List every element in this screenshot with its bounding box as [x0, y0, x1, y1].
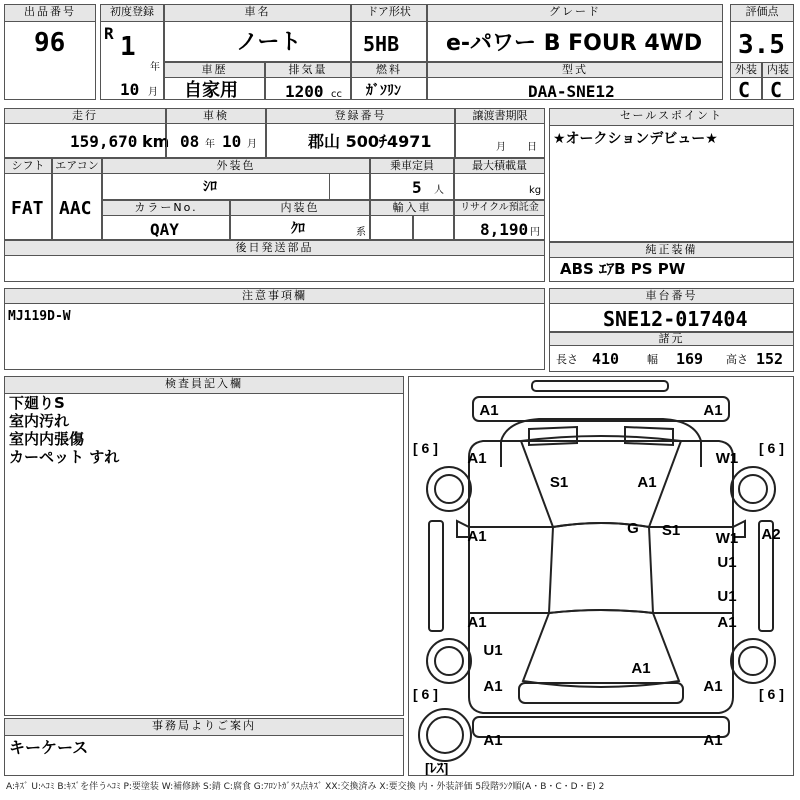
- equipment-text: ABS ｴｱB PS PW: [560, 260, 686, 278]
- inspector-line: 室内汚れ: [9, 412, 70, 430]
- length-label: 長さ: [556, 353, 578, 366]
- exterior-label: 外装: [730, 62, 762, 78]
- displacement: 1200: [285, 82, 324, 101]
- fuel: ｶﾞｿﾘﾝ: [366, 83, 401, 99]
- kg-unit: kg: [529, 185, 542, 196]
- sales-point-text: ★オークションデビュー★: [553, 131, 718, 147]
- cc-unit: cc: [331, 89, 342, 100]
- damage-mark: U1: [717, 588, 737, 605]
- mileage: 159,670: [70, 132, 138, 151]
- ext-color: ｼﾛ: [203, 179, 217, 195]
- inspector-line: 下廻りS: [9, 394, 65, 412]
- first-reg-month: 10: [120, 80, 140, 99]
- month-unit: 月: [148, 87, 158, 98]
- int-color-label: 内装色: [230, 200, 370, 216]
- lot-no-label: 出品番号: [4, 4, 96, 22]
- history-label: 車歴: [164, 62, 265, 78]
- rating-label: 評価点: [730, 4, 794, 22]
- height: 152: [756, 350, 784, 368]
- lot-number: 96: [34, 28, 66, 58]
- inspector-line: 室内内張傷: [9, 430, 85, 448]
- damage-mark: A1: [467, 528, 487, 545]
- inspection-label: 車検: [166, 108, 266, 124]
- rating-score: 3.5: [738, 30, 785, 60]
- ext-color-label: 外装色: [102, 158, 370, 174]
- spare-tire-label: [ﾚｽ]: [425, 760, 449, 775]
- grade-label: グレード: [427, 4, 723, 22]
- recycle-label: リサイクル預託金: [454, 200, 545, 216]
- first-reg-year: 1: [120, 32, 136, 62]
- damage-mark: A1: [467, 450, 487, 467]
- model-code: DAA-SNE12: [528, 82, 615, 101]
- year-unit: 年: [150, 62, 160, 73]
- damage-mark: A1: [631, 660, 651, 677]
- width-label: 幅: [647, 353, 658, 366]
- inspector-line: カーペット すれ: [9, 448, 120, 466]
- color-no-label: カラーNo.: [102, 200, 230, 216]
- damage-mark: W1: [715, 530, 739, 547]
- damage-mark: U1: [717, 554, 737, 571]
- import-divider: [412, 215, 414, 240]
- damage-mark: S1: [661, 522, 681, 539]
- later-parts-label: 後日発送部品: [4, 240, 545, 256]
- damage-mark: A1: [703, 678, 723, 695]
- damage-mark: A1: [703, 402, 723, 419]
- max-load-label: 最大積載量: [454, 158, 545, 174]
- insp-year-unit: 年: [205, 139, 215, 150]
- capacity: 5: [412, 178, 422, 197]
- transfer-day-unit: 日: [527, 142, 537, 153]
- damage-mark: A1: [483, 732, 503, 749]
- office-text: キーケース: [9, 738, 89, 757]
- width: 169: [676, 350, 704, 368]
- grade: e-パワー B FOUR 4WD: [446, 31, 703, 56]
- notes-label: 注意事項欄: [4, 288, 545, 304]
- tire-tread-rr: [ 6 ]: [759, 686, 784, 702]
- chassis-label: 車台番号: [549, 288, 794, 304]
- int-color-unit: 系: [356, 227, 366, 238]
- damage-mark: A1: [717, 614, 737, 631]
- door-label: ドア形状: [351, 4, 427, 22]
- damage-mark: G: [627, 520, 639, 537]
- plate-label: 登録番号: [266, 108, 455, 124]
- fuel-label: 燃料: [351, 62, 427, 78]
- equipment-label: 純正装備: [549, 242, 794, 258]
- damage-mark: A1: [637, 474, 657, 491]
- inspection-month: 10: [222, 132, 242, 151]
- int-color: ｸﾛ: [291, 221, 305, 237]
- km-unit: km: [142, 132, 170, 151]
- import-label: 輸入車: [370, 200, 454, 216]
- model-label: 型式: [427, 62, 723, 78]
- sales-point-cell: [549, 108, 794, 242]
- color-no: QAY: [150, 220, 179, 239]
- sales-point-label: セールスポイント: [549, 108, 794, 126]
- capacity-unit: 人: [434, 185, 444, 196]
- shift: FAT: [11, 198, 44, 219]
- damage-mark: A1: [479, 402, 499, 419]
- damage-diagram: [408, 376, 794, 776]
- shift-label: シフト: [4, 158, 52, 174]
- inspection-year: 08: [180, 132, 200, 151]
- damage-mark: A1: [703, 732, 723, 749]
- damage-mark: U1: [483, 642, 503, 659]
- ext-color-divider: [329, 173, 370, 200]
- ac-label: エアコン: [52, 158, 102, 174]
- length: 410: [592, 350, 620, 368]
- exterior-grade: C: [738, 78, 751, 102]
- history: 自家用: [184, 80, 238, 101]
- era: R: [104, 24, 114, 43]
- damage-mark: W1: [715, 450, 739, 467]
- door-type: 5HB: [363, 32, 400, 56]
- capacity-label: 乗車定員: [370, 158, 454, 174]
- recycle-unit: 円: [530, 227, 540, 238]
- damage-mark: A2: [761, 526, 781, 543]
- dims-label: 諸元: [549, 332, 794, 346]
- tire-tread-fl: [ 6 ]: [413, 440, 438, 456]
- legend: A:ｷｽﾞ U:ﾍｺﾐ B:ｷｽﾞを伴うﾍｺﾐ P:要塗装 W:補修跡 S:錆 C:腐食 G:ﾌﾛﾝﾄｶﾞﾗｽ点ｷｽﾞ XX:交換済み X:要交換 内・外装評価 5段階ﾗﾝｸ順(A・B・C・D・E) 2: [6, 782, 605, 792]
- car-name-label: 車名: [164, 4, 351, 22]
- height-label: 高さ: [726, 353, 748, 366]
- office-label: 事務局よりご案内: [4, 718, 404, 736]
- car-name: ノート: [236, 30, 302, 55]
- interior-label: 内装: [762, 62, 794, 78]
- damage-mark: A1: [467, 614, 487, 631]
- chassis-number: SNE12-017404: [603, 307, 748, 331]
- notes-text: MJ119D-W: [8, 309, 71, 324]
- displacement-label: 排気量: [265, 62, 351, 78]
- mileage-label: 走行: [4, 108, 166, 124]
- damage-mark: S1: [549, 474, 569, 491]
- inspector-label: 検査員記入欄: [4, 376, 404, 394]
- transfer-month-unit: 月: [496, 142, 506, 153]
- recycle-fee: 8,190: [480, 220, 529, 239]
- tire-tread-fr: [ 6 ]: [759, 440, 784, 456]
- tire-tread-rl: [ 6 ]: [413, 686, 438, 702]
- ac: AAC: [59, 198, 92, 219]
- interior-grade: C: [770, 78, 783, 102]
- first-reg-label: 初度登録: [100, 4, 164, 22]
- insp-month-unit: 月: [247, 139, 257, 150]
- transfer-label: 譲渡書期限: [455, 108, 545, 124]
- plate-number: 郡山 500ﾁ4971: [308, 132, 432, 151]
- damage-mark: A1: [483, 678, 503, 695]
